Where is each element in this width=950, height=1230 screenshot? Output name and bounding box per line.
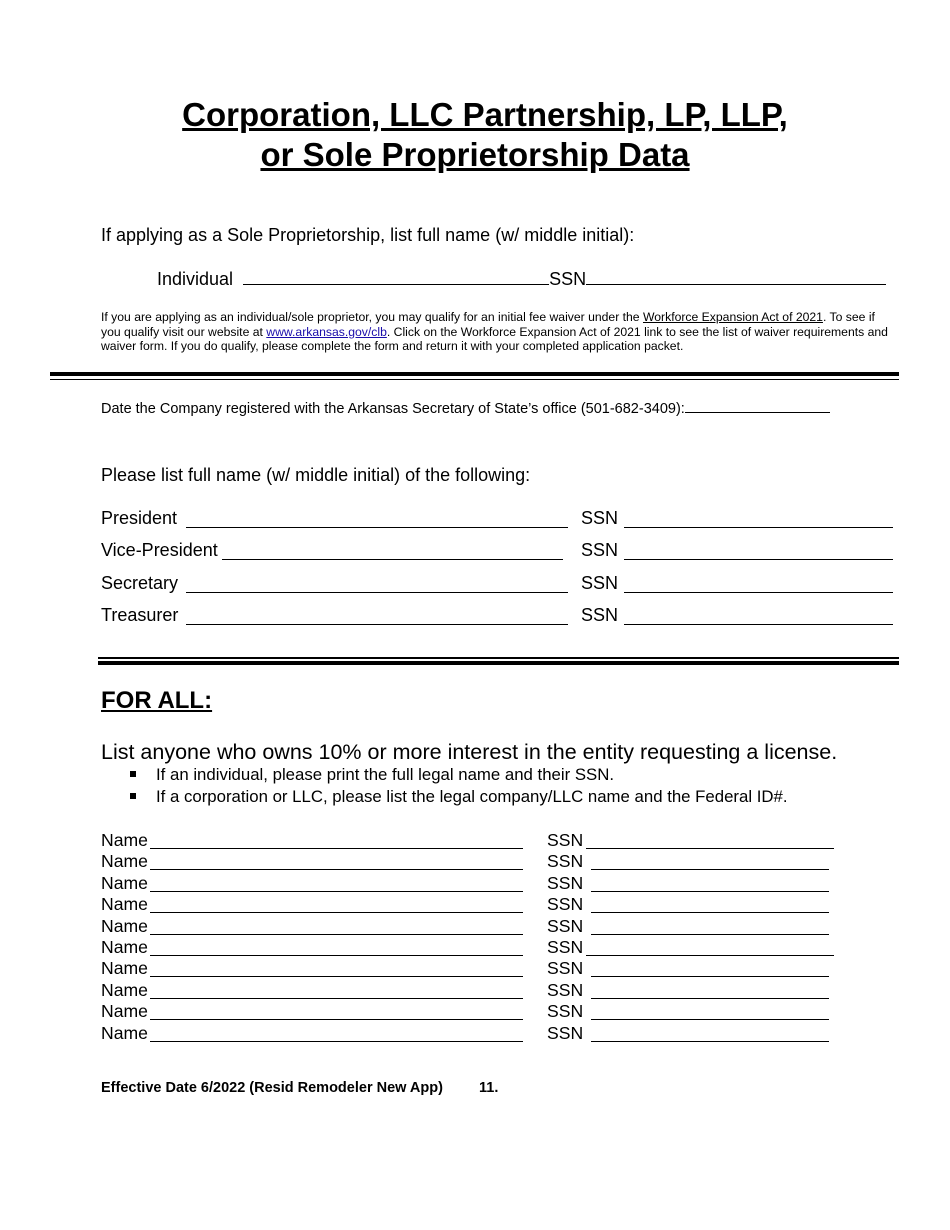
officer-ssn-label: SSN [581, 573, 619, 593]
officer-name-field[interactable] [222, 543, 563, 560]
owner-row [101, 916, 841, 937]
officer-row-1 [101, 540, 901, 562]
divider-mid [98, 661, 899, 665]
owner-name-label: Name [101, 1001, 148, 1022]
owner-row [101, 873, 841, 894]
owner-name-field[interactable] [150, 1003, 523, 1020]
owner-ssn-label: SSN [547, 872, 584, 893]
officer-ssn-field[interactable] [624, 608, 893, 625]
owner-row [101, 937, 841, 958]
bullet-item-1 [130, 765, 614, 785]
owner-name-label: Name [101, 1022, 148, 1043]
owner-ssn-field[interactable] [591, 853, 829, 870]
owner-ssn-field[interactable] [586, 939, 834, 956]
owner-ssn-label: SSN [547, 1001, 584, 1022]
officer-name-field[interactable] [186, 511, 568, 528]
waiver-text-1: If you are applying as an individual/sole proprietor, you may qualify for an initial fee waiver under the [101, 310, 643, 324]
owner-ssn-field[interactable] [591, 875, 829, 892]
owner-name-field[interactable] [150, 853, 523, 870]
bullet-square-icon [130, 793, 136, 799]
page-title-line1: Corporation, LLC Partnership, LP, LLP, [182, 96, 788, 133]
registration-row [101, 399, 830, 417]
owner-name-field[interactable] [150, 939, 523, 956]
owner-ssn-label: SSN [547, 830, 584, 850]
owner-ssn-field[interactable] [591, 982, 829, 999]
owner-name-field[interactable] [150, 875, 523, 892]
officer-ssn-field[interactable] [624, 543, 893, 560]
page-number: 11. [478, 1080, 499, 1096]
owner-name-label: Name [101, 872, 148, 893]
owner-row [101, 830, 841, 851]
effective-date: Effective Date 6/2022 (Resid Remodeler New App) [101, 1080, 443, 1096]
individual-row [157, 268, 886, 290]
officer-ssn-label: SSN [581, 540, 619, 560]
owner-ssn-label: SSN [547, 979, 584, 1000]
owner-row [101, 851, 841, 872]
owner-ssn-field[interactable] [586, 832, 834, 849]
workforce-act-link[interactable]: Workforce Expansion Act of 2021 [642, 310, 823, 324]
for-all-heading: FOR ALL: [101, 687, 213, 714]
owner-name-label: Name [101, 830, 148, 850]
owner-ssn-label: SSN [547, 1022, 584, 1043]
individual-name-field[interactable] [243, 268, 549, 285]
owner-name-field[interactable] [150, 982, 523, 999]
owner-ssn-field[interactable] [591, 896, 829, 913]
owner-name-label: Name [101, 851, 148, 872]
owner-ssn-label: SSN [547, 915, 584, 936]
for-all-instruction: List anyone who owns 10% or more interest in the entity requesting a license. [101, 740, 838, 764]
waiver-notice [101, 310, 893, 354]
owner-name-field[interactable] [150, 896, 523, 913]
owner-ssn-field[interactable] [591, 1003, 829, 1020]
bullet-text-2: If a corporation or LLC, please list the legal company/LLC name and the Federal ID#. [156, 787, 788, 806]
owner-ssn-field[interactable] [591, 960, 829, 977]
owner-name-label: Name [101, 958, 148, 979]
website-link[interactable]: www.arkansas.gov/clb [266, 324, 387, 339]
owner-name-label: Name [101, 979, 148, 1000]
owner-row [101, 1001, 841, 1022]
officer-role-label: President [101, 508, 178, 528]
officer-role-label: Secretary [101, 573, 179, 593]
owner-name-field[interactable] [150, 1025, 523, 1042]
owner-name-label: Name [101, 894, 148, 915]
officer-ssn-field[interactable] [624, 576, 893, 593]
owner-row [101, 980, 841, 1001]
officer-ssn-field[interactable] [624, 511, 893, 528]
officer-name-field[interactable] [186, 608, 568, 625]
owner-name-label: Name [101, 915, 148, 936]
officer-row-2 [101, 573, 901, 595]
officer-ssn-label: SSN [581, 508, 619, 528]
individual-ssn-label: SSN [549, 269, 587, 289]
owner-ssn-field[interactable] [591, 918, 829, 935]
owner-ssn-label: SSN [547, 851, 584, 872]
owner-row [101, 958, 841, 979]
divider-top [50, 372, 899, 376]
divider-top-thin [50, 379, 899, 381]
page-title-line2: or Sole Proprietorship Data [260, 136, 690, 173]
owner-ssn-label: SSN [547, 937, 584, 957]
officer-role-label: Vice-President [101, 540, 218, 560]
bullet-square-icon [130, 771, 136, 777]
divider-mid-thin [98, 657, 899, 659]
waiver-text-3: . Click on the Workforce Expansion Act of 2021 link to see the list of waiver requirements and waiver form. If you do qualify, please complete the form and return it with your completed application packet. [101, 324, 888, 353]
officer-row-3 [101, 605, 901, 627]
officer-ssn-label: SSN [581, 605, 619, 625]
officer-name-field[interactable] [186, 576, 568, 593]
registration-date-field[interactable] [685, 399, 830, 413]
officer-row-0 [101, 508, 901, 530]
footer [101, 1080, 498, 1096]
owner-ssn-field[interactable] [591, 1025, 829, 1042]
registration-label: Date the Company registered with the Arkansas Secretary of State’s office (501-682-3409): [101, 401, 685, 417]
individual-label: Individual [157, 269, 234, 289]
individual-ssn-field[interactable] [586, 268, 886, 285]
officer-role-label: Treasurer [101, 605, 179, 625]
owner-name-field[interactable] [150, 960, 523, 977]
owner-name-label: Name [101, 937, 148, 957]
officers-prompt: Please list full name (w/ middle initial) of the following: [101, 465, 531, 485]
waiver-text-2: . To see if you qualify visit our website at [101, 310, 875, 339]
owner-ssn-label: SSN [547, 958, 584, 979]
owner-ssn-label: SSN [547, 894, 584, 915]
bullet-text-1: If an individual, please print the full legal name and their SSN. [156, 765, 615, 784]
sole-prop-prompt: If applying as a Sole Proprietorship, list full name (w/ middle initial): [101, 225, 635, 245]
owner-row [101, 894, 841, 915]
owner-name-field[interactable] [150, 918, 523, 935]
owner-name-field[interactable] [150, 832, 523, 849]
bullet-item-2 [130, 787, 788, 807]
owner-row [101, 1023, 841, 1044]
